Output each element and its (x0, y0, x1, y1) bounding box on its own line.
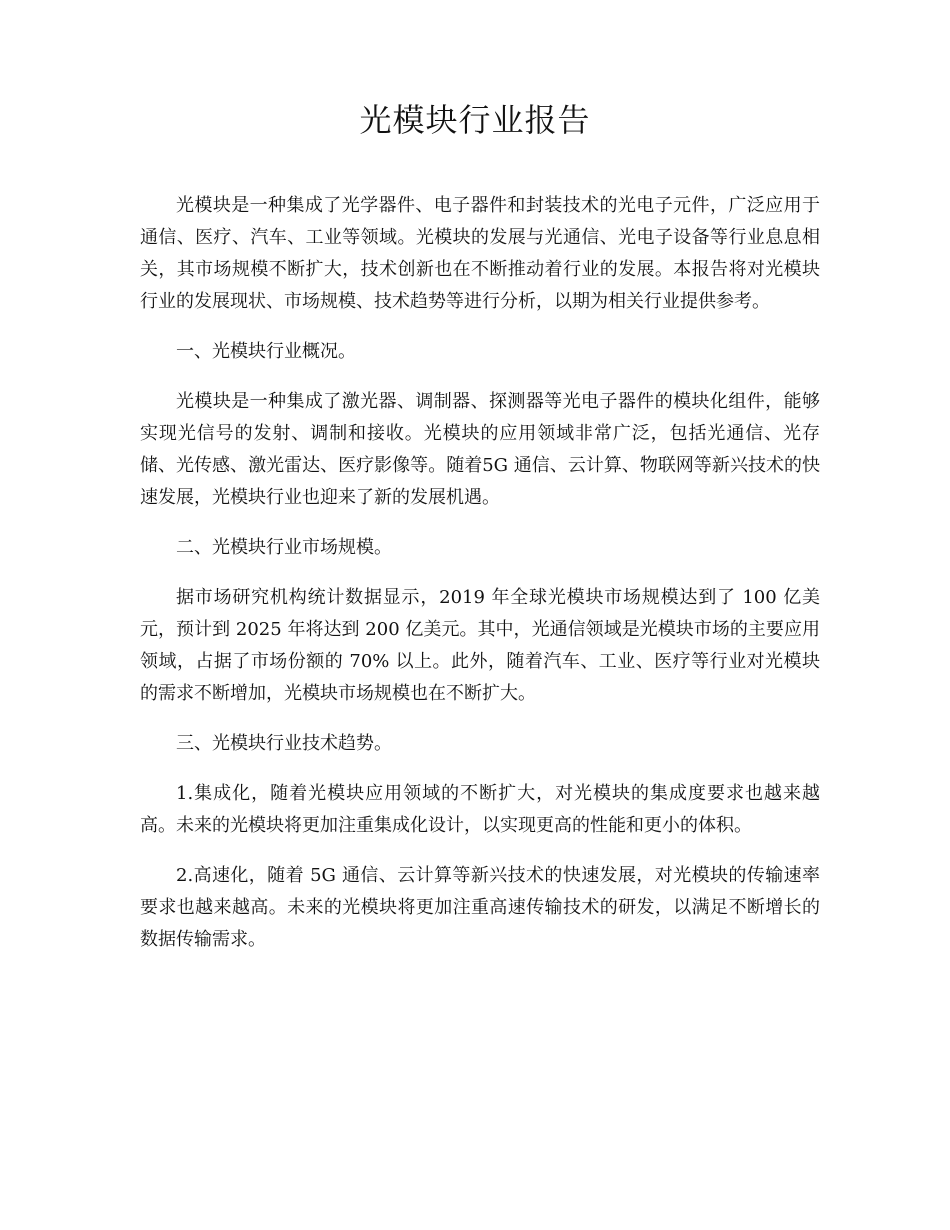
intro-paragraph: 光模块是一种集成了光学器件、电子器件和封装技术的光电子元件，广泛应用于通信、医疗、汽车、工业等领域。光模块的发展与光通信、光电子设备等行业息息相关，其市场规模不断扩大，技术创新也在不断推动着行业的发展。本报告将对光模块行业的发展现状、市场规模、技术趋势等进行分析，以期为相关行业提供参考。 (140, 195, 820, 312)
section-heading-tech-trends: 三、光模块行业技术趋势。 (176, 733, 392, 754)
market-size-paragraph: 据市场研究机构统计数据显示，2019 年全球光模块市场规模达到了 100 亿美元，预计到 2025 年将达到 200 亿美元。其中，光通信领域是光模块市场的主要应用领域，占据了市场份额的 70% 以上。此外，随着汽车、工业、医疗等行业对光模块的需求不断增加，光模块市场规模也在不断扩大。 (140, 587, 820, 704)
tech-trend-integration-paragraph: 1.集成化，随着光模块应用领域的不断扩大，对光模块的集成度要求也越来越高。未来的光模块将更加注重集成化设计，以实现更高的性能和更小的体积。 (140, 783, 820, 836)
document-title: 光模块行业报告 (359, 101, 591, 139)
document-body (140, 190, 820, 974)
section-heading-market-size: 二、光模块行业市场规模。 (176, 537, 392, 558)
overview-paragraph: 光模块是一种集成了激光器、调制器、探测器等光电子器件的模块化组件，能够实现光信号的发射、调制和接收。光模块的应用领域非常广泛，包括光通信、光存储、光传感、激光雷达、医疗影像等。随着5G 通信、云计算、物联网等新兴技术的快速发展，光模块行业也迎来了新的发展机遇。 (140, 391, 820, 508)
section-heading-overview: 一、光模块行业概况。 (176, 341, 356, 362)
tech-trend-high-speed-paragraph: 2.高速化，随着 5G 通信、云计算等新兴技术的快速发展，对光模块的传输速率要求也越来越高。未来的光模块将更加注重高速传输技术的研发，以满足不断增长的数据传输需求。 (140, 865, 820, 950)
